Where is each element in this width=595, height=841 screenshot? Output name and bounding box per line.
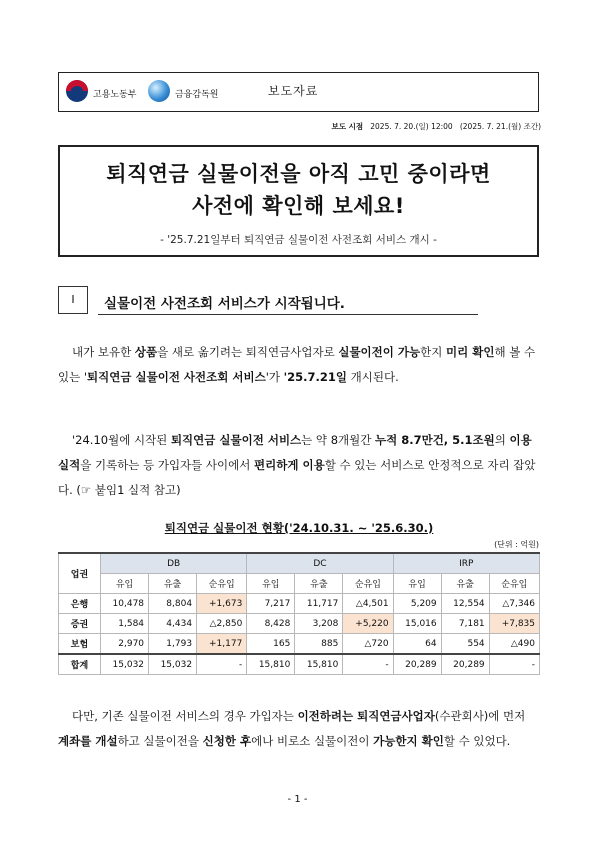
table-cell: 1,793 bbox=[149, 634, 197, 655]
table-cell: 3,208 bbox=[295, 614, 343, 634]
subheader-cell: 유입 bbox=[393, 574, 441, 594]
table-cell: 10,478 bbox=[101, 594, 149, 614]
emphasis-text: 실물이전이 가능 bbox=[338, 345, 421, 359]
table-cell: △720 bbox=[343, 634, 393, 655]
subheader-cell: 유출 bbox=[441, 574, 489, 594]
body-text: (수관회사)에 먼저 bbox=[434, 709, 526, 723]
headline-line-2: 사전에 확인해 보세요! bbox=[192, 194, 405, 218]
fss-logo-icon bbox=[148, 80, 170, 102]
emphasis-text: 가능한지 확인 bbox=[373, 734, 444, 748]
section-title: 실물이전 사전조회 서비스가 시작됩니다. bbox=[104, 296, 345, 312]
emphasis-text: 편리하게 이용 bbox=[254, 458, 325, 472]
group-header-irp: IRP bbox=[393, 553, 539, 574]
table-cell: +1,177 bbox=[197, 634, 247, 655]
subheader-cell: 순유입 bbox=[489, 574, 539, 594]
table-cell: △7,346 bbox=[489, 594, 539, 614]
table-cell: △2,850 bbox=[197, 614, 247, 634]
table-cell: 12,554 bbox=[441, 594, 489, 614]
table-cell: 11,717 bbox=[295, 594, 343, 614]
body-text: 할 수 있었다. bbox=[443, 734, 511, 748]
table-cell: 4,434 bbox=[149, 614, 197, 634]
emphasis-text: 신청한 후 bbox=[202, 734, 252, 748]
section-number: Ⅰ bbox=[58, 286, 88, 314]
table-unit: (단위 : 억원) bbox=[494, 540, 539, 549]
embargo-label: 보도 시점 bbox=[331, 122, 364, 131]
table-cell: 15,016 bbox=[393, 614, 441, 634]
table-cell: - bbox=[343, 654, 393, 675]
body-text: 내가 보유한 bbox=[72, 345, 135, 359]
table-cell: 7,181 bbox=[441, 614, 489, 634]
subheader-cell: 유출 bbox=[295, 574, 343, 594]
table-cell: 20,289 bbox=[441, 654, 489, 675]
group-header-db: DB bbox=[101, 553, 247, 574]
table-cell: 15,032 bbox=[149, 654, 197, 675]
emphasis-text: 이용실적 bbox=[58, 433, 532, 472]
table-cell: △490 bbox=[489, 634, 539, 655]
body-text: 다만, 기존 실물이전 서비스의 경우 가입자는 bbox=[72, 709, 298, 723]
table-cell: +7,835 bbox=[489, 614, 539, 634]
emphasis-text: 퇴직연금 실물이전 서비스 bbox=[170, 433, 302, 447]
body-text: 을 새로 옮기려는 퇴직연금사업자로 bbox=[157, 345, 339, 359]
subheader-cell: 유입 bbox=[101, 574, 149, 594]
table-cell: 64 bbox=[393, 634, 441, 655]
table-row bbox=[59, 634, 540, 655]
subheader-cell: 순유입 bbox=[197, 574, 247, 594]
table-cell: - bbox=[197, 654, 247, 675]
body-text: 개시된다. bbox=[347, 370, 399, 384]
emphasis-text: 누적 8.7만건, 5.1조원 bbox=[375, 433, 495, 447]
emphasis-text: 이전하려는 퇴직연금사업자 bbox=[297, 709, 435, 723]
section-underline bbox=[98, 314, 478, 315]
subheader-cell: 유출 bbox=[149, 574, 197, 594]
body-text: 한지 bbox=[420, 345, 446, 359]
transfer-status-table bbox=[58, 552, 540, 675]
emphasis-text: 미리 확인 bbox=[446, 345, 495, 359]
ministry-name-1: 고용노동부 bbox=[93, 90, 137, 100]
embargo-time: 2025. 7. 20.(일) 12:00 bbox=[370, 122, 453, 131]
page-number: - 1 - bbox=[287, 794, 308, 805]
table-cell: 554 bbox=[441, 634, 489, 655]
embargo-line bbox=[332, 121, 541, 132]
paragraph-3 bbox=[58, 704, 540, 754]
row-header: 보험 bbox=[59, 634, 101, 655]
subheader-row bbox=[59, 574, 540, 594]
embargo-paper: (2025. 7. 21.(월) 조간) bbox=[459, 122, 541, 131]
emphasis-text: 계좌를 개설 bbox=[58, 734, 118, 748]
table-cell: 20,289 bbox=[393, 654, 441, 675]
body-text: 하고 실물이전을 bbox=[117, 734, 203, 748]
table-cell: 15,032 bbox=[101, 654, 149, 675]
table-cell: 5,209 bbox=[393, 594, 441, 614]
table-cell: 7,217 bbox=[247, 594, 295, 614]
table-cell: 1,584 bbox=[101, 614, 149, 634]
paragraph-1 bbox=[58, 340, 540, 390]
table-cell: 165 bbox=[247, 634, 295, 655]
table-row bbox=[59, 654, 540, 675]
subheader-cell: 순유입 bbox=[343, 574, 393, 594]
table-title: 퇴직연금 실물이전 현황('24.10.31. ~ '25.6.30.) bbox=[164, 521, 434, 535]
ministry-name-2: 금융감독원 bbox=[175, 90, 219, 100]
table-cell: 2,970 bbox=[101, 634, 149, 655]
table-cell: 15,810 bbox=[247, 654, 295, 675]
table-body bbox=[59, 594, 540, 675]
subheader-cell: 유입 bbox=[247, 574, 295, 594]
row-header: 증권 bbox=[59, 614, 101, 634]
table-cell: +5,220 bbox=[343, 614, 393, 634]
press-release-label: 보도자료 bbox=[268, 84, 319, 98]
body-text: '24.10월에 시작된 bbox=[72, 433, 171, 447]
body-text: 는 약 8개월간 bbox=[301, 433, 375, 447]
table-cell: 8,804 bbox=[149, 594, 197, 614]
emphasis-text: '25.7.21일 bbox=[283, 370, 348, 384]
table-row bbox=[59, 594, 540, 614]
emphasis-text: 상품 bbox=[134, 345, 158, 359]
body-text: '가 bbox=[265, 370, 284, 384]
table-cell: 8,428 bbox=[247, 614, 295, 634]
body-text: 에나 비로소 실물이전이 bbox=[251, 734, 374, 748]
table-cell: +1,673 bbox=[197, 594, 247, 614]
table-cell: - bbox=[489, 654, 539, 675]
moel-logo-icon bbox=[66, 80, 88, 102]
headline-line-1: 퇴직연금 실물이전을 아직 고민 중이라면 bbox=[106, 162, 491, 186]
table-row bbox=[59, 614, 540, 634]
paragraph-2 bbox=[58, 428, 540, 503]
table-cell: 885 bbox=[295, 634, 343, 655]
row-header: 합계 bbox=[59, 654, 101, 675]
table-cell: △4,501 bbox=[343, 594, 393, 614]
subtitle: - '25.7.21일부터 퇴직연금 실물이전 사전조회 서비스 개시 - bbox=[160, 234, 437, 246]
table-cell: 15,810 bbox=[295, 654, 343, 675]
body-text: 할 수 있는 서비스로 안정적으로 자리 잡았다. (☞ 붙임1 실적 참고) bbox=[58, 458, 536, 497]
emphasis-text: 퇴직연금 실물이전 사전조회 서비스 bbox=[87, 370, 266, 384]
group-header-dc: DC bbox=[247, 553, 393, 574]
table-corner-header: 업권 bbox=[59, 553, 101, 594]
body-text: 해 볼 수 있는 ' bbox=[58, 345, 536, 384]
row-header: 은행 bbox=[59, 594, 101, 614]
body-text: 의 bbox=[494, 433, 510, 447]
body-text: 을 기록하는 등 가입자들 사이에서 bbox=[80, 458, 255, 472]
